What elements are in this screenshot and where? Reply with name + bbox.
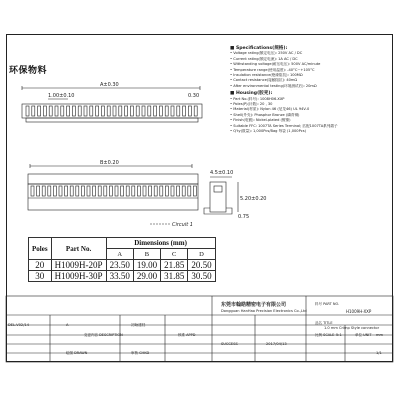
specifications-block — [230, 44, 390, 135]
pin-row — [26, 106, 197, 116]
pin — [61, 106, 64, 116]
title-value: 1.0 mm Crimp Style connector — [324, 326, 380, 330]
dim-text-b: B±0.20 — [100, 160, 119, 166]
dimension-table — [28, 237, 216, 282]
unit-label: 单位 UNIT — [355, 333, 372, 337]
pin — [107, 106, 110, 116]
dim-text-height: 5.20±0.20 — [240, 196, 267, 202]
contact — [31, 186, 34, 196]
cell-d: 30.50 — [188, 271, 215, 282]
contact — [143, 186, 146, 196]
pin — [32, 106, 35, 116]
contact — [188, 186, 191, 196]
pin — [142, 106, 145, 116]
pin — [96, 106, 99, 116]
contact — [165, 186, 168, 196]
cell-poles: 20 — [29, 260, 52, 271]
pin — [78, 106, 81, 116]
contact — [177, 186, 180, 196]
spec-line: • Withstanding voltage(耐压电压): 500V AC/minute — [230, 62, 390, 67]
pin — [188, 106, 191, 116]
cell-a: 23.50 — [106, 260, 133, 271]
pin — [67, 106, 70, 116]
contact — [76, 186, 79, 196]
pin — [177, 106, 180, 116]
contact — [193, 186, 196, 196]
contact — [98, 186, 101, 196]
pin — [130, 106, 133, 116]
pin — [43, 106, 46, 116]
housing-line: • Q'ty(数量): 1,000Pcs/Bag 每袋 (1,000Pcs) — [230, 129, 390, 134]
dim-text-pin: 0.30 — [188, 93, 200, 99]
cell-b: 19.00 — [133, 260, 160, 271]
contact — [115, 186, 118, 196]
contact — [81, 186, 84, 196]
title-block — [6, 301, 393, 362]
dim-text-side-top: 4.5±0.10 — [210, 170, 234, 176]
cell-poles: 30 — [29, 271, 52, 282]
table-row — [29, 260, 216, 271]
cell-d: 20.50 — [188, 260, 215, 271]
dim-text-base: 0.75 — [238, 214, 250, 220]
revision-desc: 初始建档 — [131, 323, 146, 327]
contact — [42, 186, 45, 196]
housing-heading: ■ Housing(胶壳): — [230, 91, 273, 97]
pin — [125, 106, 128, 116]
drawn-label: 绘图 DRAWN — [66, 351, 88, 355]
contact — [171, 186, 174, 196]
housing-line: • Finish(电镀): Nickel-plated (镀镍) — [230, 118, 390, 123]
pin — [26, 106, 29, 116]
pin — [183, 106, 186, 116]
sheet-value: 1/1 — [376, 351, 382, 355]
spec-line: • Insulation resistance(绝缘阻抗): 100MΩ — [230, 73, 390, 78]
cell-a: 33.50 — [106, 271, 133, 282]
contact — [182, 186, 185, 196]
spec-line: • Temperature range(使用温度): -40°C~+105°C — [230, 68, 390, 73]
housing-line: • Material(材质): Nylon 46 (尼龙46) UL 94V-0 — [230, 107, 390, 112]
eco-material-mark: 环保物料 — [9, 66, 48, 76]
side-slot — [214, 186, 222, 192]
contact — [109, 186, 112, 196]
pin — [49, 106, 52, 116]
contact — [104, 186, 107, 196]
pin — [38, 106, 41, 116]
contact — [93, 186, 96, 196]
cell-c: 31.85 — [161, 271, 188, 282]
approve-label: 核准 APPD — [178, 333, 196, 337]
col-b: B — [133, 249, 160, 260]
spec-line: • After environmental testing(环境测试后): 20mΩ — [230, 84, 390, 89]
housing-line: • Shell(外壳): Phosphor Bronze (磷青铜) — [230, 113, 390, 118]
col-d: D — [188, 249, 215, 260]
spec-heading: ■ Specifications(规格): — [230, 46, 288, 51]
col-a: A — [106, 249, 133, 260]
cell-b: 29.00 — [133, 271, 160, 282]
contact — [70, 186, 73, 196]
col-poles: Poles — [29, 238, 52, 260]
spec-line: • Voltage rating(额定电压): 250V AC / DC — [230, 51, 390, 56]
revision-id: DEL.V02/14 — [8, 323, 29, 327]
pin-row-front — [31, 186, 196, 196]
connector-lip — [26, 118, 198, 122]
contact — [149, 186, 152, 196]
contact — [53, 186, 56, 196]
pin — [194, 106, 197, 116]
pin — [84, 106, 87, 116]
contact — [121, 186, 124, 196]
contact — [59, 186, 62, 196]
check-value: SUCCESS — [221, 342, 238, 346]
cell-part: H1009H-30P — [51, 271, 106, 282]
circuit-label: Circuit 1 — [172, 222, 193, 228]
table-row — [29, 271, 216, 282]
part-no-label: 料号 PART NO. — [315, 302, 340, 306]
cell-part: H1009H-20P — [51, 260, 106, 271]
dim-text-pitch: 1.00±0.10 — [48, 93, 75, 99]
pin — [55, 106, 58, 116]
contact — [126, 186, 129, 196]
col-part: Part No. — [51, 238, 106, 260]
scale-label: 比例 SCALE — [315, 333, 335, 337]
connector-front-view — [28, 174, 198, 184]
pin — [72, 106, 75, 116]
housing-list — [230, 97, 390, 135]
spec-line: • Current rating(额定电流): 1A AC / DC — [230, 57, 390, 62]
description-label: 变更内容 DESCRIPTION — [84, 333, 123, 337]
housing-line: • Suitable FFC: 1007TA Series Terminal; 匹配1007TA系列端子 — [230, 124, 390, 129]
unit-value: mm — [376, 333, 384, 337]
pin — [148, 106, 151, 116]
revision-code: A — [66, 323, 69, 327]
col-c: C — [161, 249, 188, 260]
cell-c: 21.85 — [161, 260, 188, 271]
scale-value: 5:1 — [336, 333, 342, 337]
title-label: 品名 TITLE — [315, 321, 333, 325]
pin — [90, 106, 93, 116]
company-name-en: Dongguan HanHao Precision Electronics Co.,Ltd — [221, 309, 307, 313]
connector-side-view — [210, 182, 226, 212]
spec-line: • Contact resistance(接触阻抗): 40mΩ — [230, 78, 390, 83]
contact — [137, 186, 140, 196]
company-name-cn: 东莞市翰皓精密电子有限公司 — [221, 302, 287, 308]
pin — [171, 106, 174, 116]
col-dims: Dimensions (mm) — [106, 238, 215, 249]
contact — [87, 186, 90, 196]
spec-list — [230, 51, 390, 89]
contact — [65, 186, 68, 196]
pin — [119, 106, 122, 116]
drawing-date: 2017/04/13 — [266, 342, 287, 346]
housing-line: • Part No.(料号): 1008H06-XXP — [230, 97, 390, 102]
housing-line: • Poles(P)(针数): 20 , 30 — [230, 102, 390, 107]
contact — [154, 186, 157, 196]
pin — [154, 106, 157, 116]
dim-text-a: A±0.30 — [100, 82, 119, 88]
contact — [48, 186, 51, 196]
contact — [160, 186, 163, 196]
pin — [113, 106, 116, 116]
pin — [165, 106, 168, 116]
pin — [136, 106, 139, 116]
side-foot — [204, 208, 232, 214]
check-label: 审核 CHKD — [131, 351, 150, 355]
pin — [159, 106, 162, 116]
contact — [37, 186, 40, 196]
pin — [101, 106, 104, 116]
part-no-value: H1009H-XXP — [346, 309, 372, 314]
contact — [132, 186, 135, 196]
